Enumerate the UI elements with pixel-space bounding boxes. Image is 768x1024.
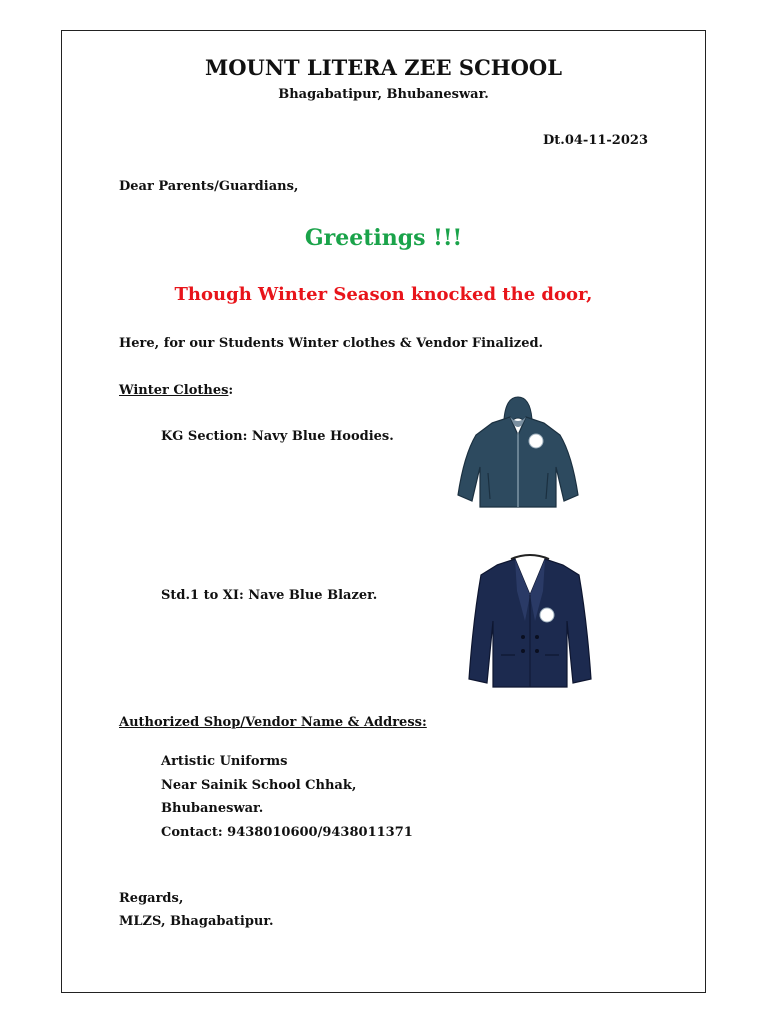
salutation: Dear Parents/Guardians, (119, 179, 299, 194)
winter-clothes-heading (119, 383, 233, 398)
winter-clothes-heading-text: Winter Clothes (119, 383, 229, 398)
winter-clothes-heading-colon: : (228, 383, 234, 398)
school-name: MOUNT LITERA ZEE SCHOOL (205, 55, 562, 80)
vendor-contact: Contact: 9438010600/9438011371 (161, 824, 413, 840)
tagline: Though Winter Season knocked the door, (174, 284, 593, 305)
school-location: Bhagabatipur, Bhubaneswar. (278, 87, 489, 102)
kg-section-item: KG Section: Navy Blue Hoodies. (161, 429, 394, 444)
closing (119, 887, 274, 933)
vendor-heading: Authorized Shop/Vendor Name & Address: (119, 715, 427, 730)
hoodie-image (452, 395, 584, 513)
regards: Regards, (119, 891, 184, 906)
blazer-image (467, 551, 593, 691)
vendor-address-line: Near Sainik School Chhak, (161, 777, 357, 793)
vendor-name: Artistic Uniforms (161, 754, 288, 769)
letter-page (61, 30, 706, 993)
vendor-city: Bhubaneswar. (161, 801, 264, 816)
letter-date: Dt.04-11-2023 (543, 133, 648, 148)
std-item: Std.1 to XI: Nave Blue Blazer. (161, 588, 378, 603)
signature: MLZS, Bhagabatipur. (119, 914, 274, 929)
vendor-address (161, 750, 413, 844)
greeting: Greetings !!! (304, 225, 463, 251)
intro-text: Here, for our Students Winter clothes & Vendor Finalized. (119, 336, 544, 351)
